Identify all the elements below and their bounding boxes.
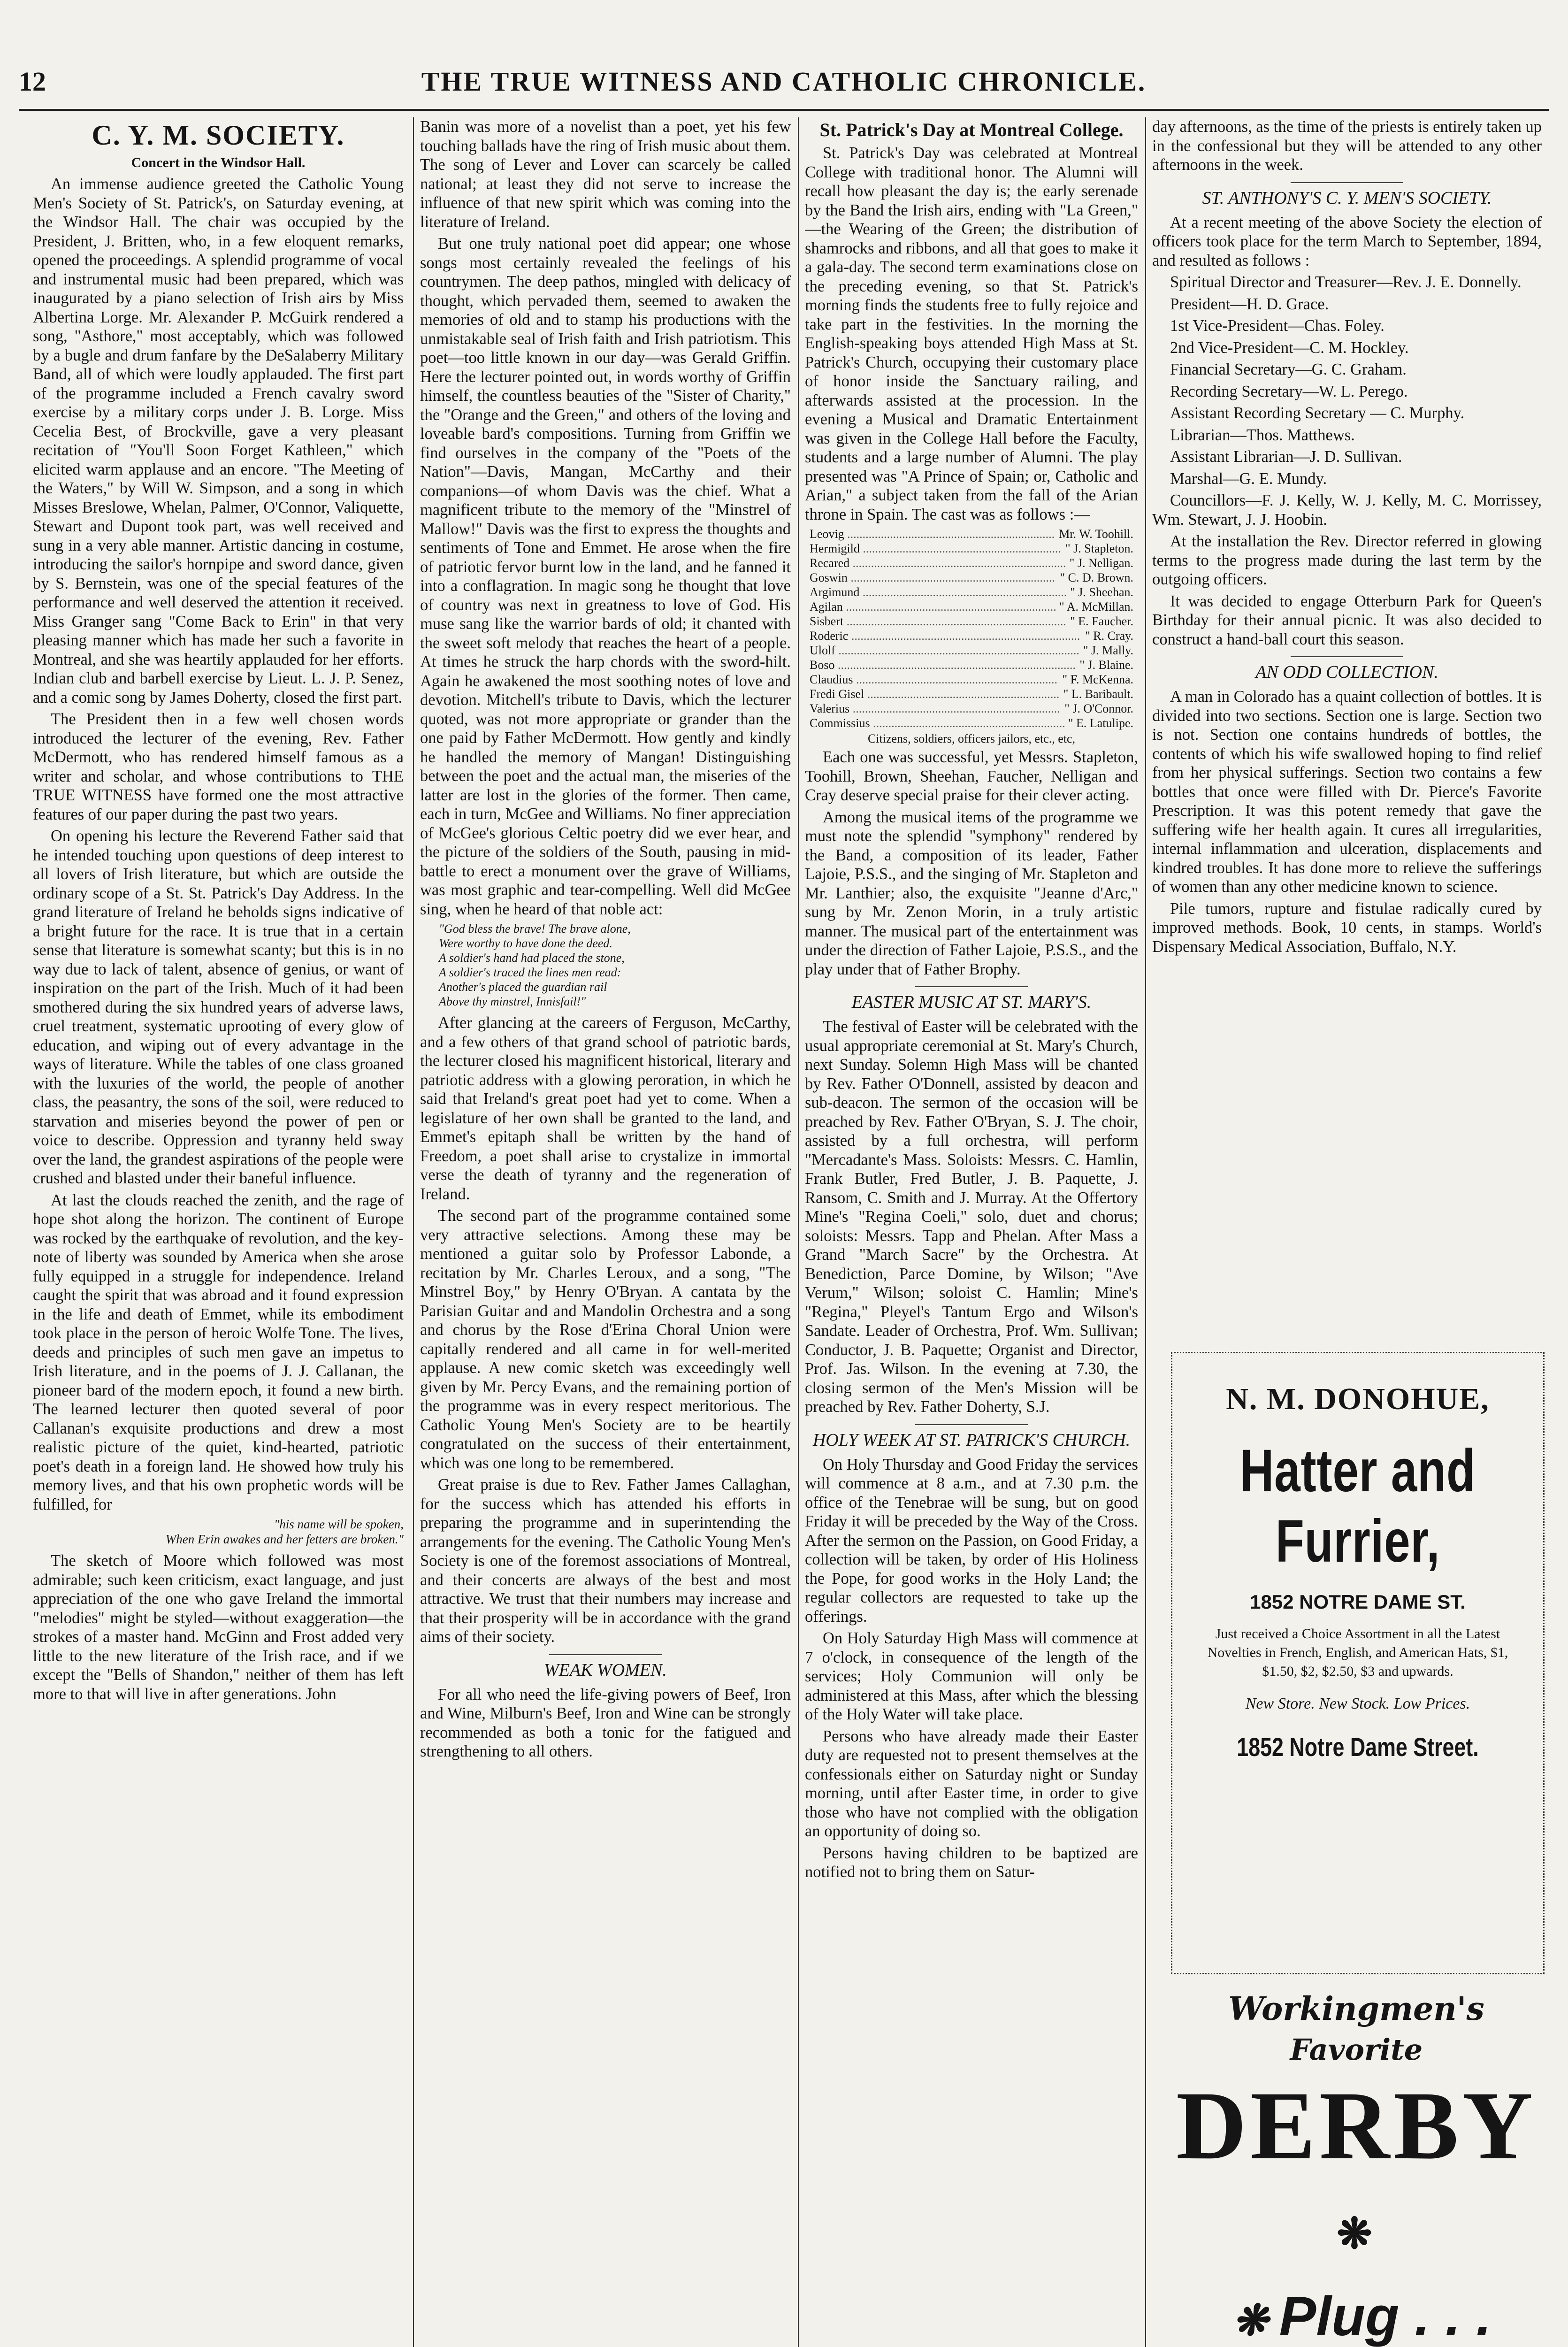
article-subheading: Concert in the Windsor Hall. bbox=[131, 155, 306, 170]
article-paragraph: day afternoons, as the time of the priests is entirely taken up in the confessional but they will be attended to any other afternoons in the week. bbox=[1152, 118, 1542, 174]
article-paragraph: The President then in a few well chosen words introduced the lecturer of the evening, Rev. Father McDermott, who has rendered himself famous as a writer and scholar, and whose contributions to THE TRUE WITNESS have formed one the most attractive features of our paper during the past two years. bbox=[33, 710, 404, 823]
article-paragraph: The sketch of Moore which followed was most admirable; such keen criticism, exact language, and just appreciation of the one who gave Ireland the immortal "melodies" might be styled—without exaggeration—the strokes of a master hand. McGinn and Frost added very little to the new literature of the Irish race, and if we except the "Bells of Shandon," neither of them has left more to that will live in after generations. John bbox=[33, 1552, 404, 1703]
article-heading-easter-music: EASTER MUSIC AT ST. MARY'S. bbox=[805, 986, 1138, 1012]
cast-row bbox=[810, 629, 1133, 643]
verse-line: Were worthy to have done the deed. bbox=[439, 936, 612, 950]
article-paragraph: It was decided to engage Otterburn Park for Queen's Birthday for their annual picnic. It was also decided to construct a hand-ball court this season. bbox=[1152, 592, 1542, 648]
ad-plug-line bbox=[1159, 2284, 1553, 2347]
column-divider bbox=[1145, 117, 1146, 2347]
ad-derby-text: DERBY bbox=[1176, 2071, 1537, 2179]
cast-role: Claudius ..... bbox=[810, 672, 1058, 687]
cast-role: Valerius ..... bbox=[810, 701, 1061, 716]
officer-line: Assistant Recording Secretary — C. Murphy. bbox=[1170, 404, 1465, 422]
verse-line: Above thy minstrel, Innisfail!" bbox=[439, 995, 586, 1008]
quoted-verse bbox=[439, 921, 772, 1009]
newspaper-title: THE TRUE WITNESS AND CATHOLIC CHRONICLE. bbox=[421, 66, 1147, 97]
article-paragraph: After glancing at the careers of Ferguson, McCarthy, and a few others of that grand school of patriotic bards, the lecturer closed his magnificent historical, literary and patriotic address with a glowing peroration, in which he said that Ireland's great poet had yet to come. When a legislature of her own shall be granted to the land, and Emmet's epitaph shall be written by the hand of Freedom, a poet shall arise to crystalize in immortal verse the death of tyranny and the regeneration of Ireland. bbox=[420, 1014, 791, 1203]
cast-row bbox=[810, 672, 1133, 687]
officer-line: President—H. D. Grace. bbox=[1170, 295, 1329, 313]
cast-actor: " J. Stapleton. bbox=[1065, 542, 1133, 555]
ad-favorite: Favorite bbox=[1290, 2033, 1423, 2067]
advertiser-name: N. M. DONOHUE, bbox=[1226, 1382, 1490, 1416]
article-paragraph: Great praise is due to Rev. Father James Callaghan, for the success which has attended his efforts in preparing the programme and in superintending the arrangements for the evening. The Catholic Young Men's Society is one of the foremost associations of Montreal, and their concerts are always of the best and most attractive. We trust that their numbers may increase and that their prosperity will be in accordance with the grand aims of their society. bbox=[420, 1476, 791, 1646]
cast-actor: " J. Sheehan. bbox=[1070, 585, 1133, 599]
advertiser-trade: Hatter and Furrier, bbox=[1240, 1437, 1476, 1575]
cast-role: Leovig ..... bbox=[810, 527, 1055, 541]
cast-role: Fredi Gisel ..... bbox=[810, 687, 1060, 701]
cast-actor: " F. McKenna. bbox=[1062, 673, 1133, 686]
article-heading-holy-week: HOLY WEEK AT ST. PATRICK'S CHURCH. bbox=[805, 1424, 1138, 1450]
cast-role: Ulolf ..... bbox=[810, 643, 1079, 658]
cast-actor: " A. McMillan. bbox=[1059, 600, 1133, 614]
ad-workingmens: Workingmen's bbox=[1228, 1990, 1484, 2028]
cast-role: Argimund ..... bbox=[810, 585, 1066, 599]
cast-actor: " J. Nelligan. bbox=[1069, 556, 1133, 570]
cast-role: Roderic ..... bbox=[810, 629, 1081, 643]
officer-line: Recording Secretary—W. L. Perego. bbox=[1170, 382, 1408, 400]
ornament-star-icon: ❋ bbox=[1232, 2297, 1268, 2345]
ad-plug: Plug . . . bbox=[1279, 2286, 1492, 2347]
cast-role: Goswin ..... bbox=[810, 570, 1056, 585]
cast-row bbox=[810, 701, 1133, 716]
verse-line: "God bless the brave! The brave alone, bbox=[439, 922, 631, 936]
officer-line: Assistant Librarian—J. D. Sullivan. bbox=[1170, 448, 1402, 466]
verse-line: "his name will be spoken, bbox=[274, 1517, 404, 1531]
cast-actor: " L. Baribault. bbox=[1063, 687, 1133, 701]
cast-row bbox=[810, 556, 1133, 570]
verse-line: A soldier's traced the lines men read: bbox=[439, 966, 621, 979]
cast-row bbox=[810, 643, 1133, 658]
ornament-star-icon: ❋ bbox=[1337, 2211, 1376, 2258]
cast-row bbox=[810, 570, 1133, 585]
cast-role: Commissius ..... bbox=[810, 716, 1064, 730]
cast-row bbox=[810, 599, 1133, 614]
article-paragraph: A man in Colorado has a quaint collection of bottles. It is divided into two sections. Section one is large. Section two is not. Section one contains hundreds of bottles, the contents of which his wife swallowed hoping to find relief from her physical sufferings. Section two contains a few bottles that once were filled with Dr. Pierce's Favorite Prescription. It was this potent remedy that gave the suffering wife her health again. It cures all irregularities, internal inflammation and ulceration, displacements and kindred troubles. It has done more to relieve the sufferings of women than any other medicine known to science. bbox=[1152, 688, 1542, 896]
cast-row bbox=[810, 585, 1133, 599]
column-4 bbox=[1152, 117, 1542, 1338]
article-paragraph: St. Patrick's Day was celebrated at Montreal College with traditional honor. The Alumni will recall how pleasant the day is; the early serenade by the Band the Irish airs, ending with "La Green," —the Wearing of the Green; the distribution of shamrocks and ribbons, and all that goes to make it a gala-day. The second term examinations close on the preceding evening, so that St. Patrick's morning finds the students free to fully rejoice and take part in the festivities. In the morning the English-speaking boys attended High Mass at St. Patrick's Church, occupying their customary place of honor inside the Sanctuary railing, and afterwards assisted at the procession. In the evening a Musical and Dramatic Entertainment was given in the College Hall before the Faculty, students and a large number of Alumni. The play presented was "A Prince of Spain; or, Catholic and Arian," a subject taken from the fall of the Arian throne in Spain. The cast was as follows :— bbox=[805, 144, 1138, 523]
article-paragraph: Pile tumors, rupture and fistulae radically cured by improved methods. Book, 10 cents, in stamps. World's Dispensary Medical Association, Buffalo, N.Y. bbox=[1152, 899, 1542, 956]
verse-line: Another's placed the guardian rail bbox=[439, 980, 607, 994]
cast-role: Sisbert ..... bbox=[810, 614, 1066, 629]
advertisement-derby bbox=[1159, 1990, 1553, 2347]
cast-actor: " E. Latulipe. bbox=[1068, 716, 1133, 730]
advertisement-donohue bbox=[1171, 1352, 1545, 1974]
article-paragraph: Among the musical items of the programme we must note the splendid "symphony" rendered by the Band, a composition of its leader, Father Lajoie, P.S.S., and the singing of Mr. Stapleton and Mr. Lanthier; also, the exquisite "Jeanne d'Arc," sung by Mr. Zenon Morin, in a truly artistic manner. The musical part of the entertainment was under the direction of Father Lajoie, P.S.S., and the play under that of Father Brophy. bbox=[805, 808, 1138, 978]
officer-line: Financial Secretary—G. C. Graham. bbox=[1170, 360, 1407, 378]
article-heading-weak-women: WEAK WOMEN. bbox=[420, 1654, 791, 1680]
article-paragraph: Persons having children to be baptized are notified not to bring them on Satur- bbox=[805, 1844, 1138, 1881]
cast-row bbox=[810, 614, 1133, 629]
article-paragraph: At a recent meeting of the above Society the election of officers took place for the term March to September, 1894, and resulted as follows : bbox=[1152, 213, 1542, 269]
article-paragraph: On opening his lecture the Reverend Father said that he intended touching upon questions of deep interest to all lovers of Irish literature, but which are outside the ordinary scope of a St. St. Patrick's Day Address. In the grand literature of Ireland he beholds signs indicative of a bright future for the race. It is true that in a certain sense that literature is somewhat scanty; but this is in no way due to lack of talent, absence of genius, or want of inspiration on the part of the Irish. Much of it had been smothered during the six hundred years of adverse laws, cruel treatment, systematic uprooting of every glow of education, and wiping out of every advantage in the ways of literature. While the tables of one class groaned with the luxuries of the world, the people of another class, the peasantry, the sons of the soil, were reduced to starvation and miseries beyond the power of pen or voice to describe. Oppression and tyranny held sway over the land, the grandest aspirations of the people were crushed and blasted under their baneful influence. bbox=[33, 827, 404, 1187]
officer-line: Councillors—F. J. Kelly, W. J. Kelly, M. C. Morrissey, Wm. Stewart, J. J. Hoobin. bbox=[1152, 491, 1542, 529]
article-paragraph: Each one was successful, yet Messrs. Stapleton, Toohill, Brown, Sheehan, Faucher, Nelligan and Cray deserve special praise for their clever acting. bbox=[805, 748, 1138, 804]
officer-line: Spiritual Director and Treasurer—Rev. J. E. Donnelly. bbox=[1170, 273, 1522, 291]
cast-row bbox=[810, 687, 1133, 701]
advertisement-description: Just received a Choice Assortment in all the Latest Novelties in French, English, and American Hats, $1, $1.50, $2, $2.50, $3 and upwards. bbox=[1207, 1626, 1508, 1679]
cast-actor: " R. Cray. bbox=[1085, 629, 1133, 643]
article-heading-cym-society: C. Y. M. SOCIETY. bbox=[92, 120, 345, 151]
cast-role: Recared ..... bbox=[810, 556, 1066, 570]
verse-line: A soldier's hand had placed the stone, bbox=[439, 951, 625, 965]
cast-role: Agilan ..... bbox=[810, 599, 1056, 614]
advertiser-address: 1852 NOTRE DAME ST. bbox=[1250, 1591, 1466, 1613]
cast-footnote: Citizens, soldiers, officers jailors, etc., etc, bbox=[867, 732, 1076, 745]
cast-actor: " E. Faucher. bbox=[1070, 614, 1133, 628]
article-paragraph: On Holy Thursday and Good Friday the services will commence at 8 a.m., and at 7.30 p.m. the office of the Tenebrae will be sung, but on good Friday it will be preceded by the Way of the Cross. After the sermon on the Passion, on Good Friday, a collection will be taken, by order of His Holiness the Pope, for good works in the Holy Land; the regular collectors are requested to take up the offerings. bbox=[805, 1455, 1138, 1626]
column-divider bbox=[413, 117, 414, 2347]
article-paragraph: At last the clouds reached the zenith, and the rage of hope shot along the horizon. The continent of Europe was rocked by the earthquake of revolution, and the key-note of liberty was sounded by America when she arose fully equipped in a struggle for independence. Ireland caught the spirit that was abroad and it found expression in the life and death of Emmet, while its embodiment took place in the person of heroic Wolfe Tone. The lives, deeds and principles of such men gave an impetus to Irish literature, and in the poems of J. J. Callanan, the pioneer bard of the modern epoch, it found a new birth. The learned lecturer then quoted several of poor Callanan's exquisite productions and drew a most realistic picture of the quiet, kind-hearted, patriotic poet's death in a foreign land. He showed how truly his memory lives, and that his own prophetic words will be fulfilled, for bbox=[33, 1191, 404, 1513]
column-2 bbox=[420, 117, 791, 2347]
article-paragraph: At the installation the Rev. Director referred in glowing terms to the progress made during the last term by the outgoing officers. bbox=[1152, 532, 1542, 588]
article-heading-odd-collection: AN ODD COLLECTION. bbox=[1152, 656, 1542, 683]
cast-row bbox=[810, 658, 1133, 672]
article-paragraph: For all who need the life-giving powers of Beef, Iron and Wine, Milburn's Beef, Iron and Wine can be strongly recommended as both a tonic for the fatigued and strengthening to all others. bbox=[420, 1685, 791, 1760]
cast-role: Hermigild ..... bbox=[810, 541, 1062, 556]
cast-actor: Mr. W. Toohill. bbox=[1059, 527, 1133, 541]
cast-row bbox=[810, 527, 1133, 541]
masthead bbox=[19, 66, 1549, 108]
officer-line: 1st Vice-President—Chas. Foley. bbox=[1170, 317, 1384, 335]
cast-role: Boso ..... bbox=[810, 658, 1076, 672]
officer-line: Marshal—G. E. Mundy. bbox=[1170, 469, 1327, 488]
cast-actor: " J. O'Connor. bbox=[1064, 702, 1133, 715]
quoted-verse bbox=[61, 1517, 404, 1547]
officer-line: Librarian—Thos. Matthews. bbox=[1170, 426, 1355, 444]
article-paragraph: On Holy Saturday High Mass will commence at 7 o'clock, in consequence of the length of the services; Holy Communion will only be administered at this Mass, after which the blessing of the Holy Water will take place. bbox=[805, 1629, 1138, 1723]
column-1 bbox=[33, 117, 404, 2347]
article-paragraph: But one truly national poet did appear; one whose songs most certainly revealed the feelings of his countrymen. The deep pathos, mingled with delicacy of thought, which pervaded them, seemed to awaken the memories of old and to stamp his productions with the unmistakable seal of Irish faith and Irish patriotism. This poet—too little known in our day—was Gerald Griffin. Here the lecturer pointed out, in words worthy of Griffin himself, the countless beauties of the "Sister of Charity," the "Orange and the Green," and others of the loving and loveable bard's compositions. Turning from Griffin we find ourselves in the company of the "Poets of the Nation"—Davis, Mangan, McCarthy and their companions—of whom Davis was the chief. What a magnificent tribute to the memory of the "Minstrel of Mallow!" Davis was the first to express the thoughts and sentiments of Tone and Emmet. He arose when the fire of patriotic fervor burnt low in the land, and he fanned it into a conflagration. In magic song he thought that love of country was next in greatness to love of God. His muse sang like the warrior bards of old; it chanted with the sweet soft melody that reaches the heart of a people. At times he struck the harp chords with the sword-hilt. Again he awakened the most soothing notes of love and devotion. Mitchell's tribute to Davis, which the lecturer quoted, was not more appropriate or grander than the one paid by Father McDermott. How gently and kindly he handled the memory of Mangan! Distinguishing between the poet and the actual man, the miseries of the latter are lost in the glories of the former. Then came, each in turn, McGee and Williams. No finer appreciation of McGee's glorious Celtic poetry did we ever hear, and the picture of the soldiers of the South, pausing in mid-battle to erect a monument over the grave of Williams, was most graphic and tear-compelling. Well did McGee sing, when he heard of that noble act: bbox=[420, 235, 791, 918]
advertisement-street: 1852 Notre Dame Street. bbox=[1237, 1732, 1479, 1762]
article-paragraph: The second part of the programme contained some very attractive selections. Among these may be mentioned a guitar solo by Professor Labonde, a recitation by Mr. Charles Leroux, and a song, "The Minstrel Boy," by Henry O'Bryan. A cantata by the Parisian Guitar and and Mandolin Orchestra and a song and chorus by the Rose d'Erina Choral Union were capitally rendered and all came in for well-merited applause. A new comic sketch was exceedingly well given by Mr. Percy Evans, and the remaining portion of the programme was in every respect meritorious. The Catholic Young Men's Society are to be heartily congratulated on the success of their entertainment, which was one long to be remembered. bbox=[420, 1207, 791, 1472]
article-paragraph: Persons who have already made their Easter duty are requested not to present themselves at the confessionals either on Saturday night or Sunday morning, until after Easter time, in order to give those who have not complied with the obligation an opportunity of doing so. bbox=[805, 1727, 1138, 1840]
column-3 bbox=[805, 117, 1138, 2347]
cast-row bbox=[810, 716, 1133, 730]
cast-row bbox=[810, 541, 1133, 556]
page-number: 12 bbox=[19, 66, 46, 97]
verse-line: When Erin awakes and her fetters are broken." bbox=[165, 1532, 404, 1546]
article-paragraph: An immense audience greeted the Catholic Young Men's Society of St. Patrick's, on Saturday evening, at the Windsor Hall. The chair was occupied by the President, J. Britten, who, in a few eloquent remarks, opened the proceedings. A splendid programme of vocal and instrumental music had been prepared, which was inaugurated by a piano selection of Irish airs by Miss Albertina Lorge. Mr. Alexander P. McGuirk rendered a song, "Asthore," most acceptably, which was followed by a bugle and drum fanfare by the DeSalaberry Military Band, all of which were loudly applauded. The first part of the programme included a French cavalry sword exercise by a military corps under J. B. Lorge. Miss Cecelia Best, of Brockville, gave a very pleasant recitation of "You'll Soon Forget Kathleen," which elicited warm applause and an encore. "The Meeting of the Waters," by Will W. Simpson, and a song in which Misses Breslowe, Whelan, Palmer, O'Connor, Valiquette, Stewart and Dupont took part, was well received and sung in a very able manner. Artistic dancing in costume, introducing the sailor's hornpipe and sword dance, given by S. Bernstein, was one of the special features of the performance and well deserved the attention it received. Miss Granger sang "Come Back to Erin" in that very pleasing manner which has made her such a favorite in Montreal, and she was heartily applauded for her efforts. Indian club and barbell exercise by Lieut. L. J. P. Senez, and a comic song by James Doherty, closed the first part. bbox=[33, 175, 404, 706]
cast-actor: " J. Mally. bbox=[1083, 644, 1133, 657]
article-paragraph: The festival of Easter will be celebrated with the usual appropriate ceremonial at St. Mary's Church, next Sunday. Solemn High Mass will be chanted by Rev. Father O'Donnell, assisted by deacon and sub-deacon. The sermon of the occasion will be preached by Rev. Father O'Bryan, S. J. The choir, assisted by a full orchestra, will perform "Mercadante's Mass. Soloists: Messrs. C. Hamlin, Frank Butler, Fred Butler, J. B. Paquette, J. Ransom, C. Smith and J. Murray. At the Offertory Mine's "Regina Coeli," solo, duet and chorus; soloists: Messrs. Tapp and Phelan. After Mass a Grand "March Sacre" by the Orchestra. At Benediction, Parce Domine, by Wilson; "Ave Verum," Wilson; soloist C. Hamlin; Mine's "Regina," Pleyel's Tantum Ergo and Wilson's Sandate. Leader of Orchestra, Prof. Wm. Sullivan; Conductor, J. B. Paquette; Organist and Director, Prof. Jas. Wilson. In the evening at 7.30, the closing sermon of the Men's Mission will be preached by Rev. Father Doherty, S.J. bbox=[805, 1018, 1138, 1416]
article-paragraph: Banin was more of a novelist than a poet, yet his few touching ballads have the ring of Irish music about them. The song of Lever and Lover can scarcely be called national; at least they did not serve to increase the influence of that new spirit which was coming into the literature of Ireland. bbox=[420, 118, 791, 231]
article-heading-st-anthonys: ST. ANTHONY'S C. Y. MEN'S SOCIETY. bbox=[1152, 182, 1542, 208]
cast-actor: " C. D. Brown. bbox=[1060, 571, 1133, 584]
cast-list bbox=[810, 527, 1133, 746]
ad-derby-word bbox=[1159, 2071, 1553, 2284]
column-divider bbox=[798, 117, 799, 2347]
masthead-rule bbox=[19, 109, 1549, 111]
officer-line: 2nd Vice-President—C. M. Hockley. bbox=[1170, 338, 1409, 357]
cast-actor: " J. Blaine. bbox=[1079, 658, 1133, 672]
advertisement-tagline: New Store. New Stock. Low Prices. bbox=[1245, 1695, 1470, 1712]
article-heading-montreal-college: St. Patrick's Day at Montreal College. bbox=[819, 119, 1124, 140]
